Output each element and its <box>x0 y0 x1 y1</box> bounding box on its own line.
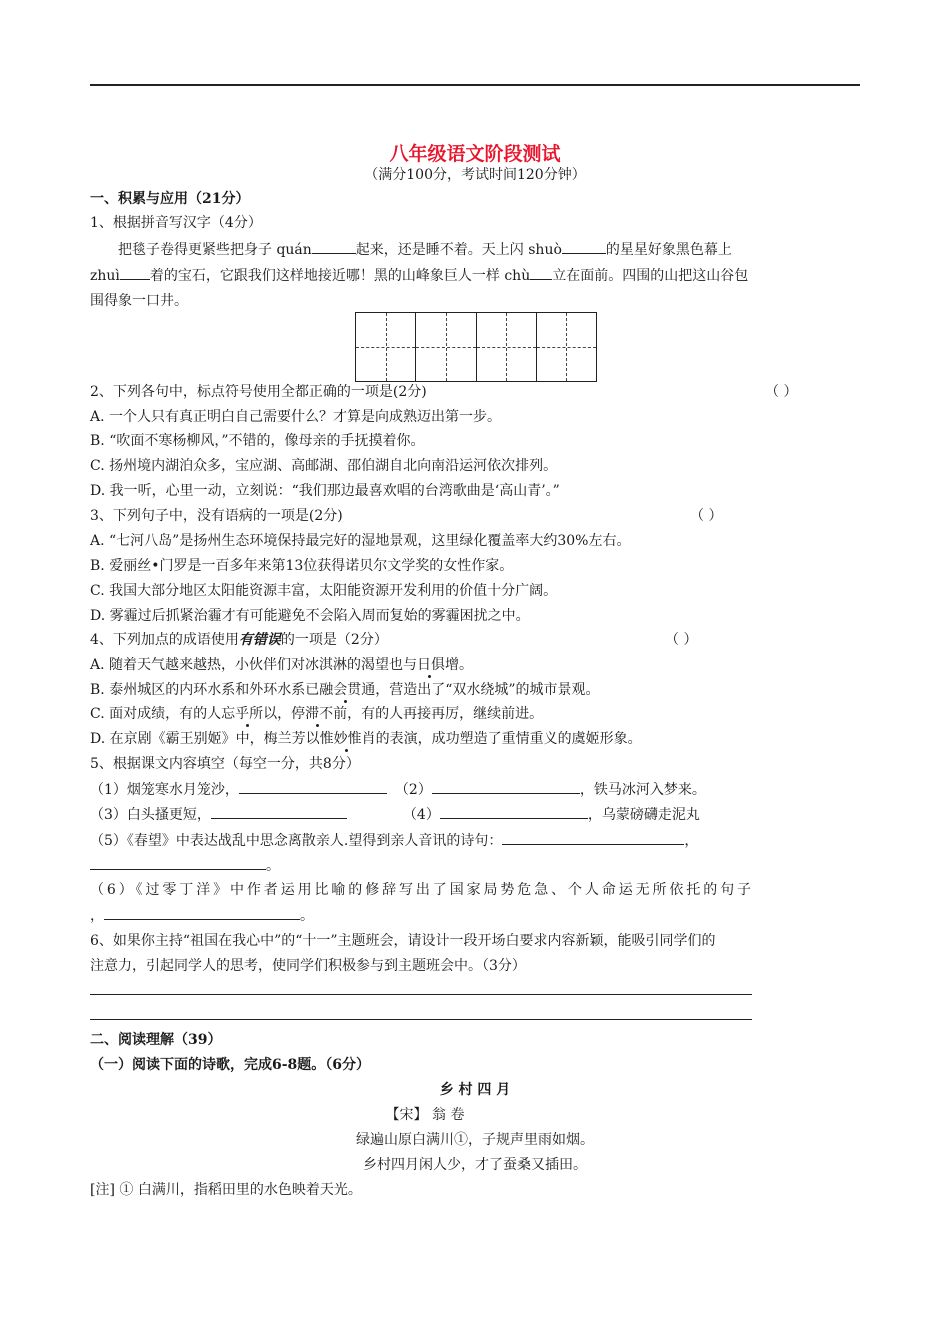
q2-answer-paren[interactable]: （ ） <box>765 384 798 400</box>
q5-line3: （5）《春望》中表达战乱中思念离散亲人.望得到亲人音讯的诗句： ， <box>90 829 860 852</box>
q4-option-a: A. 随着天气越来越热，小伙伴们对冰淇淋的渴望也与日俱增。 <box>90 657 474 673</box>
poem-line2: 乡村四月闲人少，才了蚕桑又插田。 <box>363 1157 587 1173</box>
poem-author: 【宋】 翁 卷 <box>385 1107 465 1123</box>
q5-line2: （3）白头搔更短， （4） ，乌蒙磅礴走泥丸 <box>90 803 860 826</box>
q2-option-d: D. 我一听，心里一动，立刻说：“我们那边最喜欢唱的台湾歌曲是‘高山青’。” <box>90 483 560 499</box>
page-subtitle: （满分100分，考试时间120分钟） <box>364 167 586 183</box>
section2-sub1: （一）阅读下面的诗歌，完成6-8题。（6分） <box>90 1057 371 1073</box>
answer-blank[interactable] <box>120 264 150 280</box>
q5-stem: 5、根据课文内容填空（每空一分，共8分） <box>90 756 360 772</box>
section1-heading: 一、积累与应用（21分） <box>90 191 250 207</box>
poem-title: 乡 村 四 月 <box>439 1082 511 1098</box>
q1-stem: 1、根据拼音写汉字（4分） <box>90 215 262 231</box>
q5-line4: 。 <box>90 854 860 877</box>
writing-grid[interactable] <box>355 312 597 382</box>
q4-answer-paren[interactable]: （ ） <box>665 632 698 648</box>
q3-stem: 3、下列句子中，没有语病的一项是(2分) <box>90 508 343 524</box>
header-rule <box>90 84 860 86</box>
answer-blank[interactable] <box>211 803 347 819</box>
answer-blank[interactable] <box>312 238 356 254</box>
q5-line5: （6）《过零丁洋》中作者运用比喻的修辞写出了国家局势危急、个人命运无所依托的句子 <box>90 882 754 898</box>
q3-option-d: D. 雾霾过后抓紧治霾才有可能避免不会陷入周而复始的雾霾困扰之中。 <box>90 608 530 624</box>
q3-option-a: A. “七河八岛”是扬州生态环境保持最完好的湿地景观，这里绿化覆盖率大约30%左右。 <box>90 533 631 549</box>
grid-cell[interactable] <box>356 313 416 381</box>
section2-heading: 二、阅读理解（39） <box>90 1032 222 1048</box>
q6-line2: 注意力，引起同学人的思考，使同学们积极参与到主题班会中。（3分） <box>90 958 526 974</box>
answer-blank[interactable] <box>104 904 300 920</box>
answer-blank[interactable] <box>530 264 552 280</box>
dotted-idiom: 惟妙惟肖 <box>319 731 376 747</box>
q6-line1: 6、如果你主持“祖国在我心中”的“十一”主题班会，请设计一段开场白要求内容新颖，能吸引同学们的 <box>90 933 716 949</box>
emphasis-text: 有错误 <box>238 632 281 648</box>
grid-cell[interactable] <box>477 313 537 381</box>
q1-line2: zhuì 着的宝石，它跟我们这样地接近哪！黑的山峰象巨人一样 chù 立在面前。四围的山把这山谷包 <box>90 264 860 287</box>
answer-blank[interactable] <box>562 238 606 254</box>
grid-cell[interactable] <box>537 313 596 381</box>
q3-option-b: B. 爱丽丝•门罗是一百多年来第13位获得诺贝尔文学奖的女性作家。 <box>90 558 514 574</box>
q4-option-b: B. 泰州城区的内环水系和外环水系已融会贯通，营造出了“双水绕城”的城市景观。 <box>90 682 600 698</box>
dotted-idiom: 忘乎所以 <box>221 706 278 722</box>
answer-blank[interactable] <box>432 778 580 794</box>
q2-option-c: C. 扬州境内湖泊众多，宝应湖、高邮湖、邵伯湖自北向南沿运河依次排列。 <box>90 458 558 474</box>
grid-cell[interactable] <box>416 313 476 381</box>
q2-option-b: B. “吹面不寒杨柳风，”不错的，像母亲的手抚摸着你。 <box>90 433 425 449</box>
q2-option-a: A. 一个人只有真正明白自己需要什么？才算是向成熟迈出第一步。 <box>90 409 502 425</box>
answer-blank[interactable] <box>440 803 588 819</box>
dotted-idiom: 融会贯通 <box>319 682 376 698</box>
q4-stem: 4、下列加点的成语使用有错误的一项是（2分） <box>90 632 388 648</box>
q1-line3: 围得象一口井。 <box>90 293 188 309</box>
q1-line1: 把毯子卷得更紧些把身子 quán 起来，还是睡不着。天上闪 shuò 的星星好象黑色幕上 <box>118 238 888 261</box>
q5-line1: （1）烟笼寒水月笼沙， （2） ，铁马冰河入梦来。 <box>90 778 860 801</box>
poem-line1: 绿遍山原白满川①，子规声里雨如烟。 <box>356 1132 594 1148</box>
poem-note: [注] ① 白满川，指稻田里的水色映着天光。 <box>90 1182 362 1198</box>
dotted-idiom: 与日俱增 <box>403 657 460 673</box>
q4-option-d: D. 在京剧《霸王别姬》中，梅兰芳以惟妙惟肖的表演，成功塑造了重情重义的虞姬形象。 <box>90 731 642 747</box>
q4-option-c: C. 面对成绩，有的人忘乎所以，停滞不前，有的人再接再厉，继续前进。 <box>90 706 544 722</box>
answer-blank[interactable] <box>90 854 266 870</box>
q6-answer-line[interactable] <box>90 994 752 995</box>
q3-option-c: C. 我国大部分地区太阳能资源丰富，太阳能资源开发利用的价值十分广阔。 <box>90 583 558 599</box>
q2-stem: 2、下列各句中，标点符号使用全都正确的一项是(2分) <box>90 384 427 400</box>
answer-blank[interactable] <box>239 778 387 794</box>
page-title: 八年级语文阶段测试 <box>389 143 561 165</box>
q5-line6: ， 。 <box>90 904 860 927</box>
q3-answer-paren[interactable]: （ ） <box>690 508 723 524</box>
dotted-idiom: 停滞不前 <box>291 706 348 722</box>
q6-answer-line[interactable] <box>90 1019 752 1020</box>
answer-blank[interactable] <box>502 829 684 845</box>
